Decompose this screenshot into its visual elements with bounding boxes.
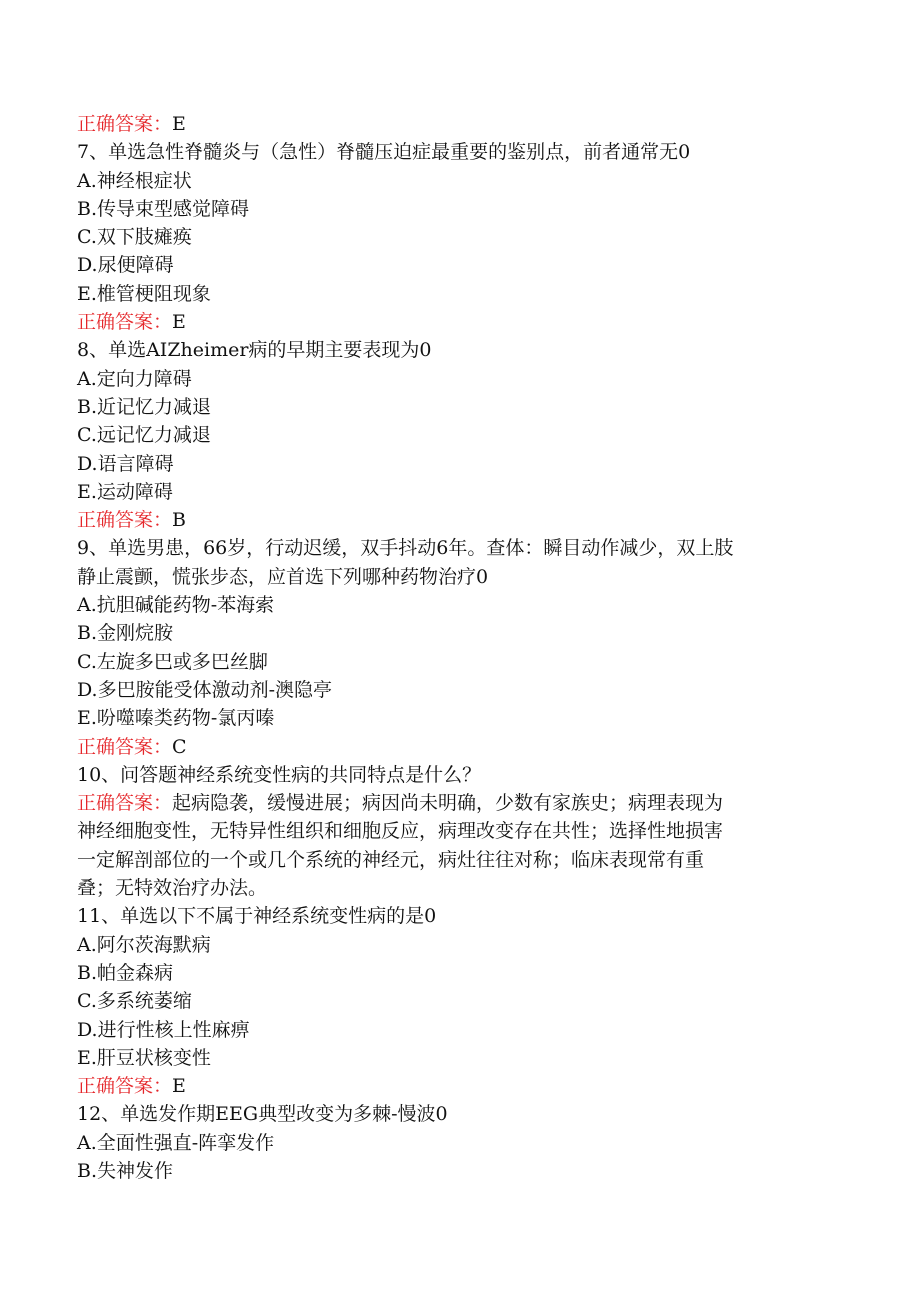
answer-value: B xyxy=(172,509,186,532)
answer-value: E xyxy=(172,311,186,334)
option-text: E.运动障碍 xyxy=(77,480,173,503)
option-text: A.阿尔茨海默病 xyxy=(77,933,211,956)
option-text: E.椎管梗阻现象 xyxy=(77,282,211,305)
answer-label: 正确答案： xyxy=(77,311,173,334)
question-text: 9、单选男患，66岁，行动迟缓，双手抖动6年。查体：瞬目动作减少，双上肢 xyxy=(77,537,734,560)
option-text: 一定解剖部位的一个或几个系统的神经元，病灶往往对称；临床表现常有重 xyxy=(77,848,705,871)
question-text: 8、单选AIZheimer病的早期主要表现为0 xyxy=(77,339,432,362)
answer-label: 正确答案： xyxy=(77,509,173,532)
option-text: A.抗胆碱能药物-苯海索 xyxy=(77,594,275,617)
question-text: 11、单选以下不属于神经系统变性病的是0 xyxy=(77,905,437,928)
option-text: 神经细胞变性，无特异性组织和细胞反应，病理改变存在共性；选择性地损害 xyxy=(77,820,724,843)
answer-line xyxy=(77,308,837,336)
option-text: 叠；无特效治疗办法。 xyxy=(77,877,268,900)
option-text: D.尿便障碍 xyxy=(77,254,174,277)
answer-value: C xyxy=(172,735,187,758)
option-text: D.多巴胺能受体激动剂-澳隐亭 xyxy=(77,678,333,701)
answer-value: E xyxy=(172,113,186,135)
option-text: A.神经根症状 xyxy=(77,169,192,192)
answer-line xyxy=(77,1072,837,1100)
option-text: C.多系统萎缩 xyxy=(77,990,192,1013)
option-text: C.左旋多巴或多巴丝脚 xyxy=(77,650,268,673)
option-text: B.失神发作 xyxy=(77,1159,174,1182)
option-text: B.帕金森病 xyxy=(77,961,174,984)
answer-line xyxy=(77,110,837,138)
option-text: E.肝豆状核变性 xyxy=(77,1046,211,1069)
option-text: E.吩噬嗪类药物-氯丙嗪 xyxy=(77,707,275,730)
option-text: A.定向力障碍 xyxy=(77,367,192,390)
document-body xyxy=(77,110,837,1185)
answer-value: E xyxy=(172,1075,186,1098)
option-text: B.近记忆力减退 xyxy=(77,395,212,418)
answer-label: 正确答案： xyxy=(77,1075,173,1098)
option-text: D.语言障碍 xyxy=(77,452,174,475)
option-text: B.传导束型感觉障碍 xyxy=(77,197,250,220)
option-text: B.金刚烷胺 xyxy=(77,622,174,645)
answer-label: 正确答案： xyxy=(77,735,173,758)
option-text: C.双下肢瘫痪 xyxy=(77,226,192,249)
question-text: 7、单选急性脊髓炎与（急性）脊髓压迫症最重要的鉴别点，前者通常无0 xyxy=(77,141,691,164)
answer-line xyxy=(77,733,837,761)
answer-line xyxy=(77,789,837,817)
answer-label: 正确答案： xyxy=(77,792,173,815)
option-text: C.远记忆力减退 xyxy=(77,424,211,447)
question-text: 10、问答题神经系统变性病的共同特点是什么？ xyxy=(77,763,482,786)
option-text: A.全面性强直-阵挛发作 xyxy=(77,1131,275,1154)
answer-label: 正确答案： xyxy=(77,113,173,135)
option-text: D.进行性核上性麻痹 xyxy=(77,1018,250,1041)
question-text: 静止震颤，慌张步态，应首选下列哪种药物治疗0 xyxy=(77,565,489,588)
answer-line xyxy=(77,506,837,534)
question-text: 12、单选发作期EEG典型改变为多棘-慢波0 xyxy=(77,1103,448,1126)
answer-explanation: 起病隐袭，缓慢进展；病因尚未明确，少数有家族史；病理表现为 xyxy=(172,792,724,815)
